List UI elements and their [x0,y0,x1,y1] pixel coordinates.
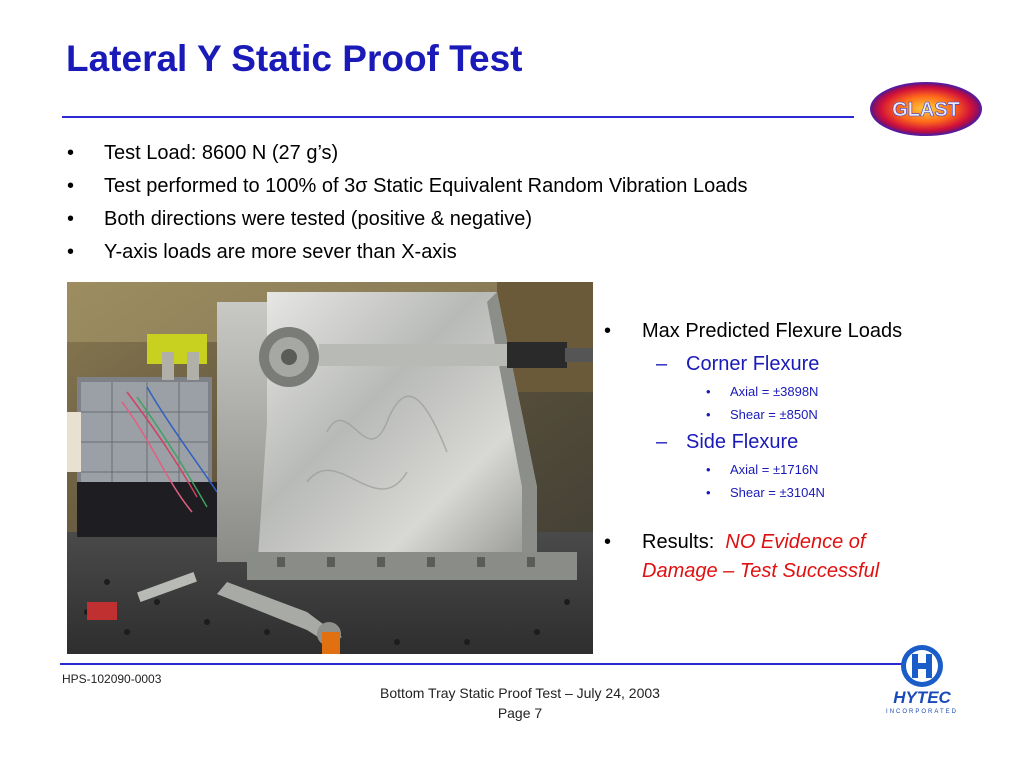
bullet-marker: • [706,384,711,399]
flexure-heading: Max Predicted Flexure Loads [642,320,903,342]
bullet-item [62,236,747,269]
bullet-marker: • [67,142,75,164]
bullet-marker: • [67,208,75,230]
side-shear-load: Shear = ±3104N [730,485,825,500]
flexure-loads-panel [602,314,1012,586]
results-item [602,528,1012,586]
bullet-marker: • [67,175,75,197]
page-number: Page 7 [497,705,543,721]
main-bullets [62,137,747,269]
bullet-item [62,203,747,236]
hytec-logo-text: HYTEC [893,688,951,707]
slide-title: Lateral Y Static Proof Test [66,38,523,79]
bullet-marker: • [604,531,612,553]
sigma-symbol: σ [355,175,368,197]
hytec-logo-subtext: INCORPORATED [886,709,958,715]
corner-shear-load: Shear = ±850N [730,407,818,422]
bullet-text: Test Load: 8600 N (27 g’s) [104,142,339,164]
bullet-text: Both directions were tested (positive & negative) [104,208,532,230]
footer-title: Bottom Tray Static Proof Test – July 24, 2003 [380,685,660,701]
document-id: HPS-102090-0003 [62,672,162,686]
side-flexure-label: Side Flexure [686,431,799,453]
flexure-load-item [602,481,1012,504]
results-value-line2: Damage – Test Successful [642,560,880,582]
test-fixture-photo [67,282,593,654]
dash-marker: – [656,353,668,375]
bullet-text-part: Test performed to 100% of 3 [104,175,356,197]
results-label: Results: [642,531,715,553]
bullet-marker: • [706,462,711,477]
flexure-heading-item [602,314,1012,348]
bullet-marker: • [604,320,612,342]
bullet-marker: • [67,241,75,263]
glast-logo [870,82,982,136]
glast-logo-text: GLAST [892,99,960,121]
footer-caption [300,683,740,723]
corner-axial-load: Axial = ±3898N [730,384,819,399]
corner-flexure-label: Corner Flexure [686,353,820,375]
dash-marker: – [656,431,668,453]
results-value-line1: NO Evidence of [725,531,866,553]
flexure-group-label-item [602,348,1012,380]
bullet-item [62,137,747,170]
flexure-group-label-item [602,426,1012,458]
bullet-item [62,170,747,203]
flexure-load-item [602,458,1012,481]
hytec-logo [866,644,978,716]
side-axial-load: Axial = ±1716N [730,462,819,477]
flexure-load-item [602,380,1012,403]
bullet-marker: • [706,485,711,500]
footer-divider [60,663,915,665]
title-divider [62,116,854,118]
bullet-marker: • [706,407,711,422]
bullet-text: Y-axis loads are more sever than X-axis [104,241,457,263]
bullet-text-part: Static Equivalent Random Vibration Loads [367,175,748,197]
flexure-load-item [602,403,1012,426]
